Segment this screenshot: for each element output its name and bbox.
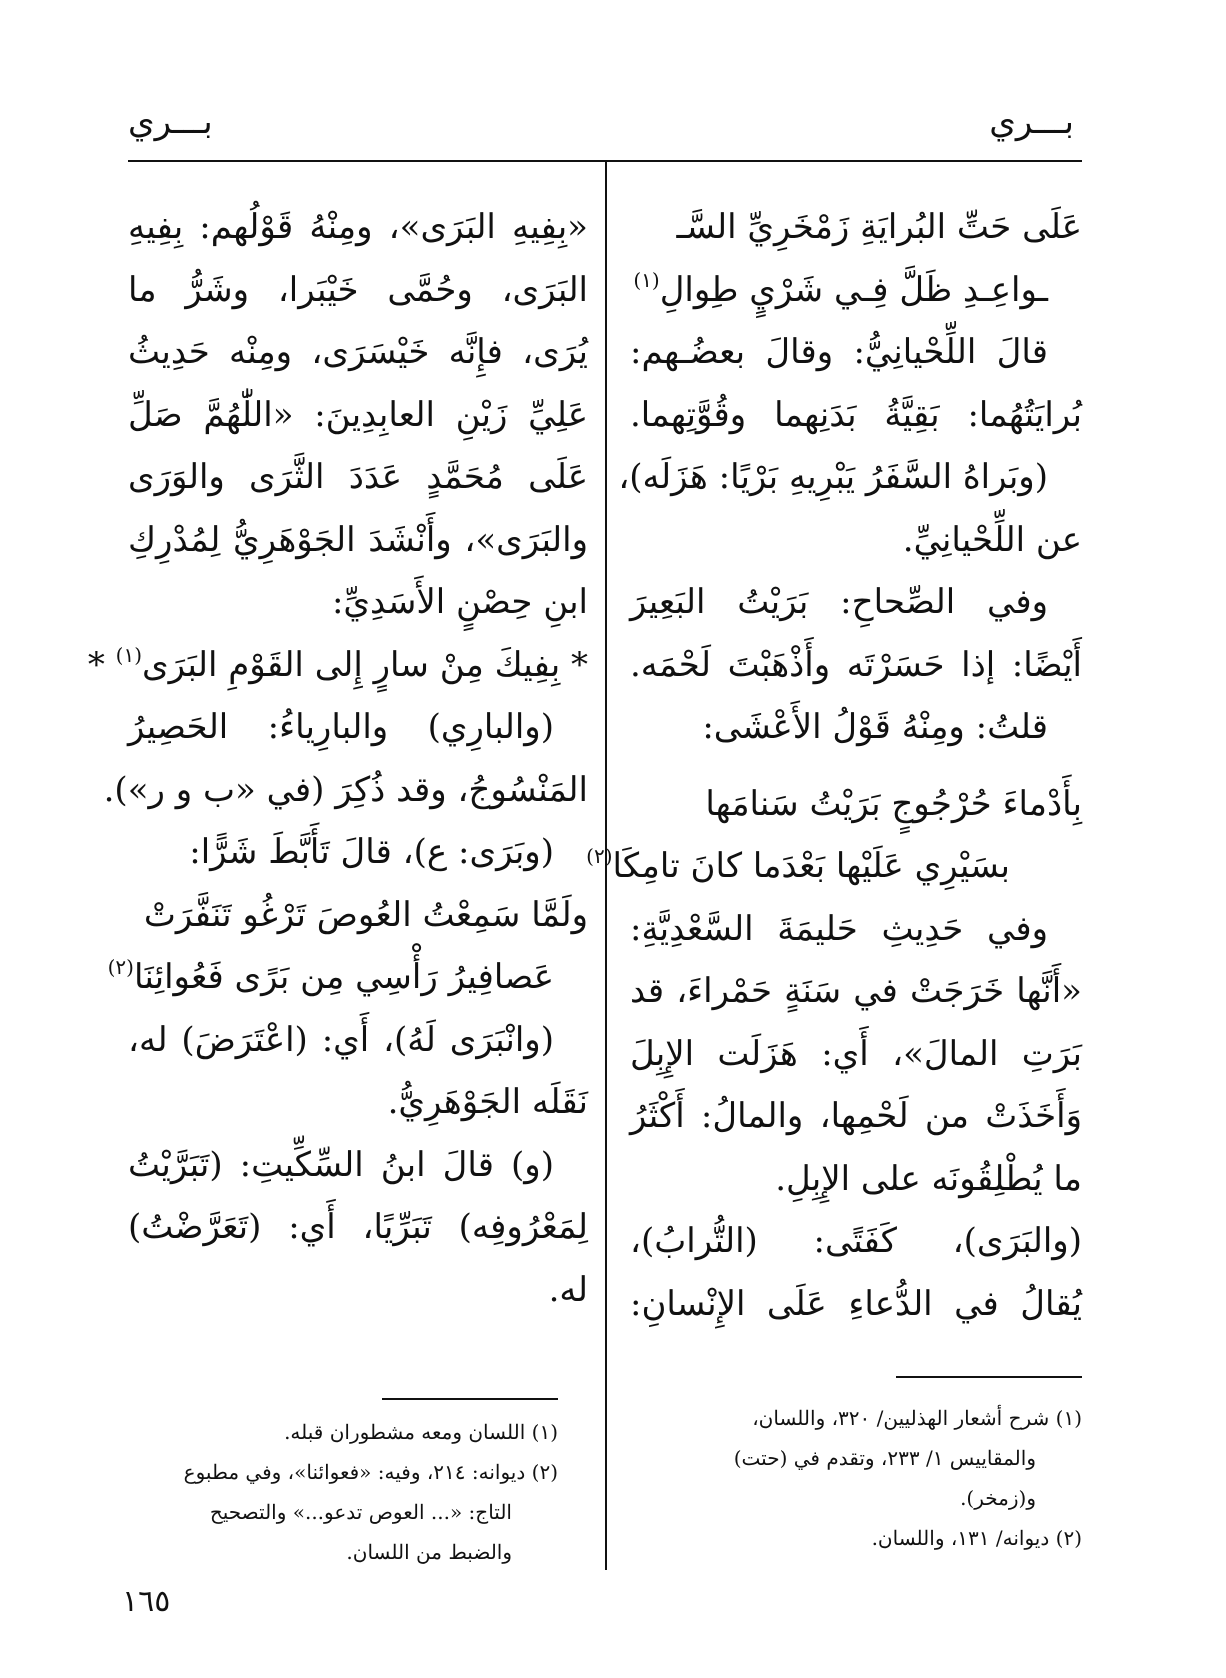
text-line: نَقَلَه الجَوْهَرِيُّ. [387,1082,588,1122]
text-line: عَلَى مُحَمَّدٍ عَدَدَ الثَّرَى والوَرَى [128,457,588,497]
footnote-line: (٢) ديوانه/ ١٣١، واللسان. [871,1526,1082,1550]
verse-line: بسَيْرِي عَلَيْها بَعْدَما كانَ تامِكَا$^{(٢)}$ [586,844,1010,886]
footnotes-right [630,1398,1082,1558]
text-line: وفي الصِّحاحِ: بَرَيْتُ البَعِيرَ [630,582,1048,622]
text-line: قلتُ: ومِنْهُ قَوْلُ الأَعْشَى: [702,707,1048,747]
footnote-marker: (٢) [107,955,134,979]
left-column [87,196,588,1321]
footnote-line: (٢) ديوانه: ٢١٤، وفيه: «فعوائنا»، وفي مطبوع [183,1460,558,1484]
verse-line: * بِفِيكَ مِنْ سارٍ إِلى القَوْمِ البَرَى$^{(١)}$ * [87,642,588,685]
verse-line: عَلَى حَتِّ البُرايَةِ زَمْخَرِيِّ السَّـ [676,207,1082,247]
text-line: عن اللِّحْيانِيِّ. [902,519,1082,560]
text-line: «أَنَّها خَرَجَتْ في سَنَةٍ حَمْراءَ، قد [630,971,1082,1011]
right-column [586,196,1082,1335]
footnote-line: والمقاييس ١/ ٢٣٣، وتقدم في (حتت) [733,1446,1036,1470]
text-line: البَرَى، وحُمَّى خَيْبَرا، وشَرُّ ما [128,269,588,310]
text-line: لِمَعْرُوفِه) تَبَرِّيًا، أَي: (تَعَرَّضْتُ) [128,1207,588,1247]
text-line: ما يُطْلِقُونَه على الإِبِلِ. [775,1158,1082,1199]
verse-line: عَصافِيرُ رَأْسِي مِن بَرًى فَعُوائِنَا$^{(٢)}$ [107,955,554,997]
footnote-line: التاج: «... العوص تدعو...» والتصحيح [209,1500,512,1524]
footnote-rule-right [896,1376,1082,1378]
text-line: (والبَرَى)، كَفَتًى: (التُّرابُ)، [630,1221,1082,1261]
text-line: والبَرَى»، وأَنْشَدَ الجَوْهَرِيُّ لِمُدْرِكِ [128,519,588,560]
page-number: ١٦٥ [122,1584,171,1619]
text-line: (وبَراهُ السَّفَرُ يَبْرِيهِ بَرْيًا: هَزَلَه)، [618,457,1048,497]
text-line: بَرَتِ المالَ»، أَي: هَزَلَت الإِبِلَ [630,1033,1082,1074]
text-line: ابنِ حِصْنٍ الأَسَدِيِّ: [331,582,588,622]
text-line: قالَ اللِّحْيانِيُّ: وقالَ بعضُـهم: [630,332,1048,372]
footnote-line: والضبط من اللسان. [346,1540,512,1564]
text-line: «بِفِيهِ البَرَى»، ومِنْهُ قَوْلُهم: بِفِيهِ [128,207,588,247]
text-line: أَيْضًا: إذا حَسَرْتَه وأَذْهَبْتَ لَحْمَه. [630,644,1082,685]
footnote-line: (١) شرح أشعار الهذليين/ ٣٢٠، واللسان، [752,1406,1082,1430]
footnote-marker: (٢) [586,844,613,868]
footnote-marker: (١) [115,642,143,667]
star-mark: * [87,644,105,685]
text-line: عَلِيِّ زَيْنِ العابِدِينَ: «اللّٰهُمَّ صَلِّ [128,394,588,435]
text-line: وفي حَدِيثِ حَليمَةَ السَّعْدِيَّةِ: [630,908,1048,949]
footnote-marker: (١) [633,267,660,292]
spacer [630,759,1082,773]
verse-line: ـواعِـدِ ظَلَّ فِـي شَرْيٍ طِوالِ$^{(١)}$ [633,267,1048,310]
text-line: يُقالُ في الدُّعاءِ عَلَى الإِنْسانِ: [630,1283,1082,1324]
footnote-rule-left [382,1398,558,1400]
text-line: (و) قالَ ابنُ السِّكِّيتِ: (تَبَرَّيْتُ [128,1144,554,1185]
text-line: (والبارِي) والبارِياءُ: الحَصِيرُ [128,707,554,747]
text-line: له. [548,1269,588,1310]
text-line: (وانْبَرَى لَهُ)، أَي: (اعْتَرَضَ) له، [128,1019,554,1060]
text-line: المَنْسُوجُ، وقد ذُكِرَ (في «ب و ر»). [103,769,588,810]
text-line: يُرَى، فإِنَّه خَيْسَرَى، ومِنْه حَدِيثُ [128,332,588,372]
verse-line: ولَمَّا سَمِعْتُ العُوصَ تَرْغُو تَنَفَّرَتْ [143,894,588,935]
footnote-line: و(زمخر). [960,1486,1036,1510]
running-header-right: بـــري [989,102,1074,142]
text-line: وَأَخَذَتْ من لَحْمِها، والمالُ: أَكْثَرُ [630,1096,1082,1136]
text-line: بُرايَتُهُما: بَقِيَّةُ بَدَنِهما وقُوَّتِهما. [630,394,1082,435]
verse-line: بِأَدْماءَ حُرْجُوجٍ بَرَيْتُ سَنامَها [705,783,1082,824]
text-line: (وبَرَى: ع)، قالَ تَأَبَّطَ شَرًّا: [189,832,554,872]
footnotes-left [128,1412,558,1572]
running-header-left: بـــري [128,102,213,142]
footnote-line: (١) اللسان ومعه مشطوران قبله. [284,1420,558,1444]
